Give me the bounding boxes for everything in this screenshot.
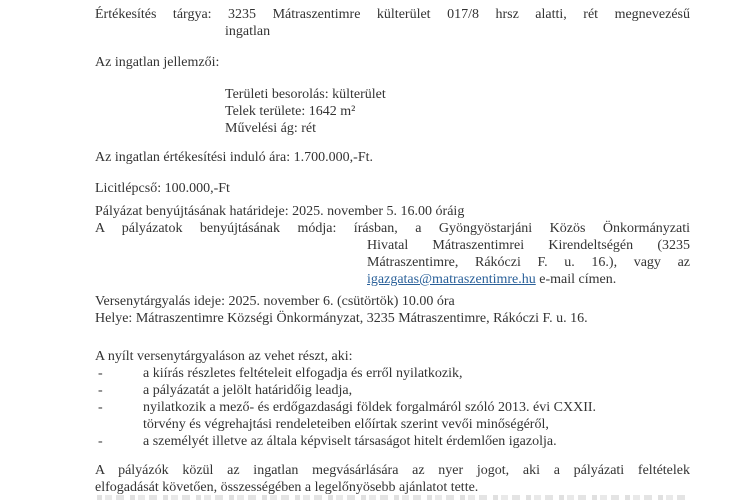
sale-subject-line-1: Értékesítés tárgya: 3235 Mátraszentimre külterület 017/8 hrsz alatti, rét megnevezésű (95, 7, 690, 22)
submission-method-line-1: A pályázatok benyújtásának módja: írásban, a Gyöngyöstarjáni Közös Önkormányzati (95, 221, 690, 236)
participation-heading: A nyílt versenytárgyaláson az vehet részt, aki: (95, 349, 353, 364)
sale-subject-line-2: ingatlan (225, 24, 271, 39)
bullet-dash: - (98, 383, 103, 398)
participation-item-2 (95, 382, 690, 399)
property-features-block (95, 86, 690, 137)
submission-block (95, 203, 690, 288)
truncated-next-line (97, 495, 687, 500)
participation-item-text: a kiírás részletes feltételeit elfogadja és erről nyilatkozik, (143, 366, 463, 381)
auction-block (95, 293, 690, 327)
participation-item-1 (95, 365, 690, 382)
bid-step-line: Licitlépcső: 100.000,-Ft (95, 181, 230, 196)
submission-method-line-4 (367, 271, 690, 288)
features-heading: Az ingatlan jellemzői: (95, 55, 220, 70)
participation-item-text: a személyét illetve az általa képviselt társaságot hitelt érdemlően igazolja. (143, 434, 557, 449)
award-line-2: elfogadását követően, összességében a legelőnyösebb ajánlatot tette. (95, 480, 479, 495)
feature-zoning: Területi besorolás: külterület (225, 87, 386, 102)
paragraph-sale-subject (95, 6, 690, 40)
feature-plot-area: Telek területe: 1642 m² (225, 104, 356, 119)
bullet-dash: - (98, 366, 103, 381)
auction-place-line: Helye: Mátraszentimre Községi Önkormányzat, 3235 Mátraszentimre, Rákóczi F. u. 16. (95, 311, 588, 326)
starting-price-line: Az ingatlan értékesítési induló ára: 1.700.000,-Ft. (95, 150, 373, 165)
email-link[interactable]: igazgatas@matraszentimre.hu (367, 272, 536, 287)
participation-item-3 (95, 399, 690, 416)
participation-item-4 (95, 433, 690, 450)
award-paragraph (95, 462, 690, 496)
submission-deadline-line: Pályázat benyújtásának határideje: 2025. november 5. 16.00 óráig (95, 204, 465, 219)
bullet-dash: - (98, 434, 103, 449)
participation-item-3-continuation: törvény és végrehajtási rendeleteiben előírtak szerint vevői minőségéről, (143, 417, 549, 432)
participation-block (95, 348, 690, 450)
feature-cultivation: Művelési ág: rét (225, 121, 316, 136)
participation-item-text: a pályázatát a jelölt határidőig leadja, (143, 383, 353, 398)
participation-item-text: nyilatkozik a mező- és erdőgazdasági földek forgalmáról szóló 2013. évi CXXII. (143, 400, 597, 415)
auction-time-line: Versenytárgyalás ideje: 2025. november 6. (csütörtök) 10.00 óra (95, 294, 455, 309)
submission-method-line-3: Mátraszentimre, Rákóczi F. u. 16.), vagy az (367, 255, 690, 270)
submission-method-line-2: Hivatal Mátraszentimrei Kirendeltségén (3235 (367, 238, 690, 253)
bullet-dash: - (98, 400, 103, 415)
email-line-rest: e-mail címen. (535, 272, 617, 287)
award-line-1: A pályázók közül az ingatlan megvásárlására az nyer jogot, aki a pályázati feltételek (95, 463, 690, 478)
